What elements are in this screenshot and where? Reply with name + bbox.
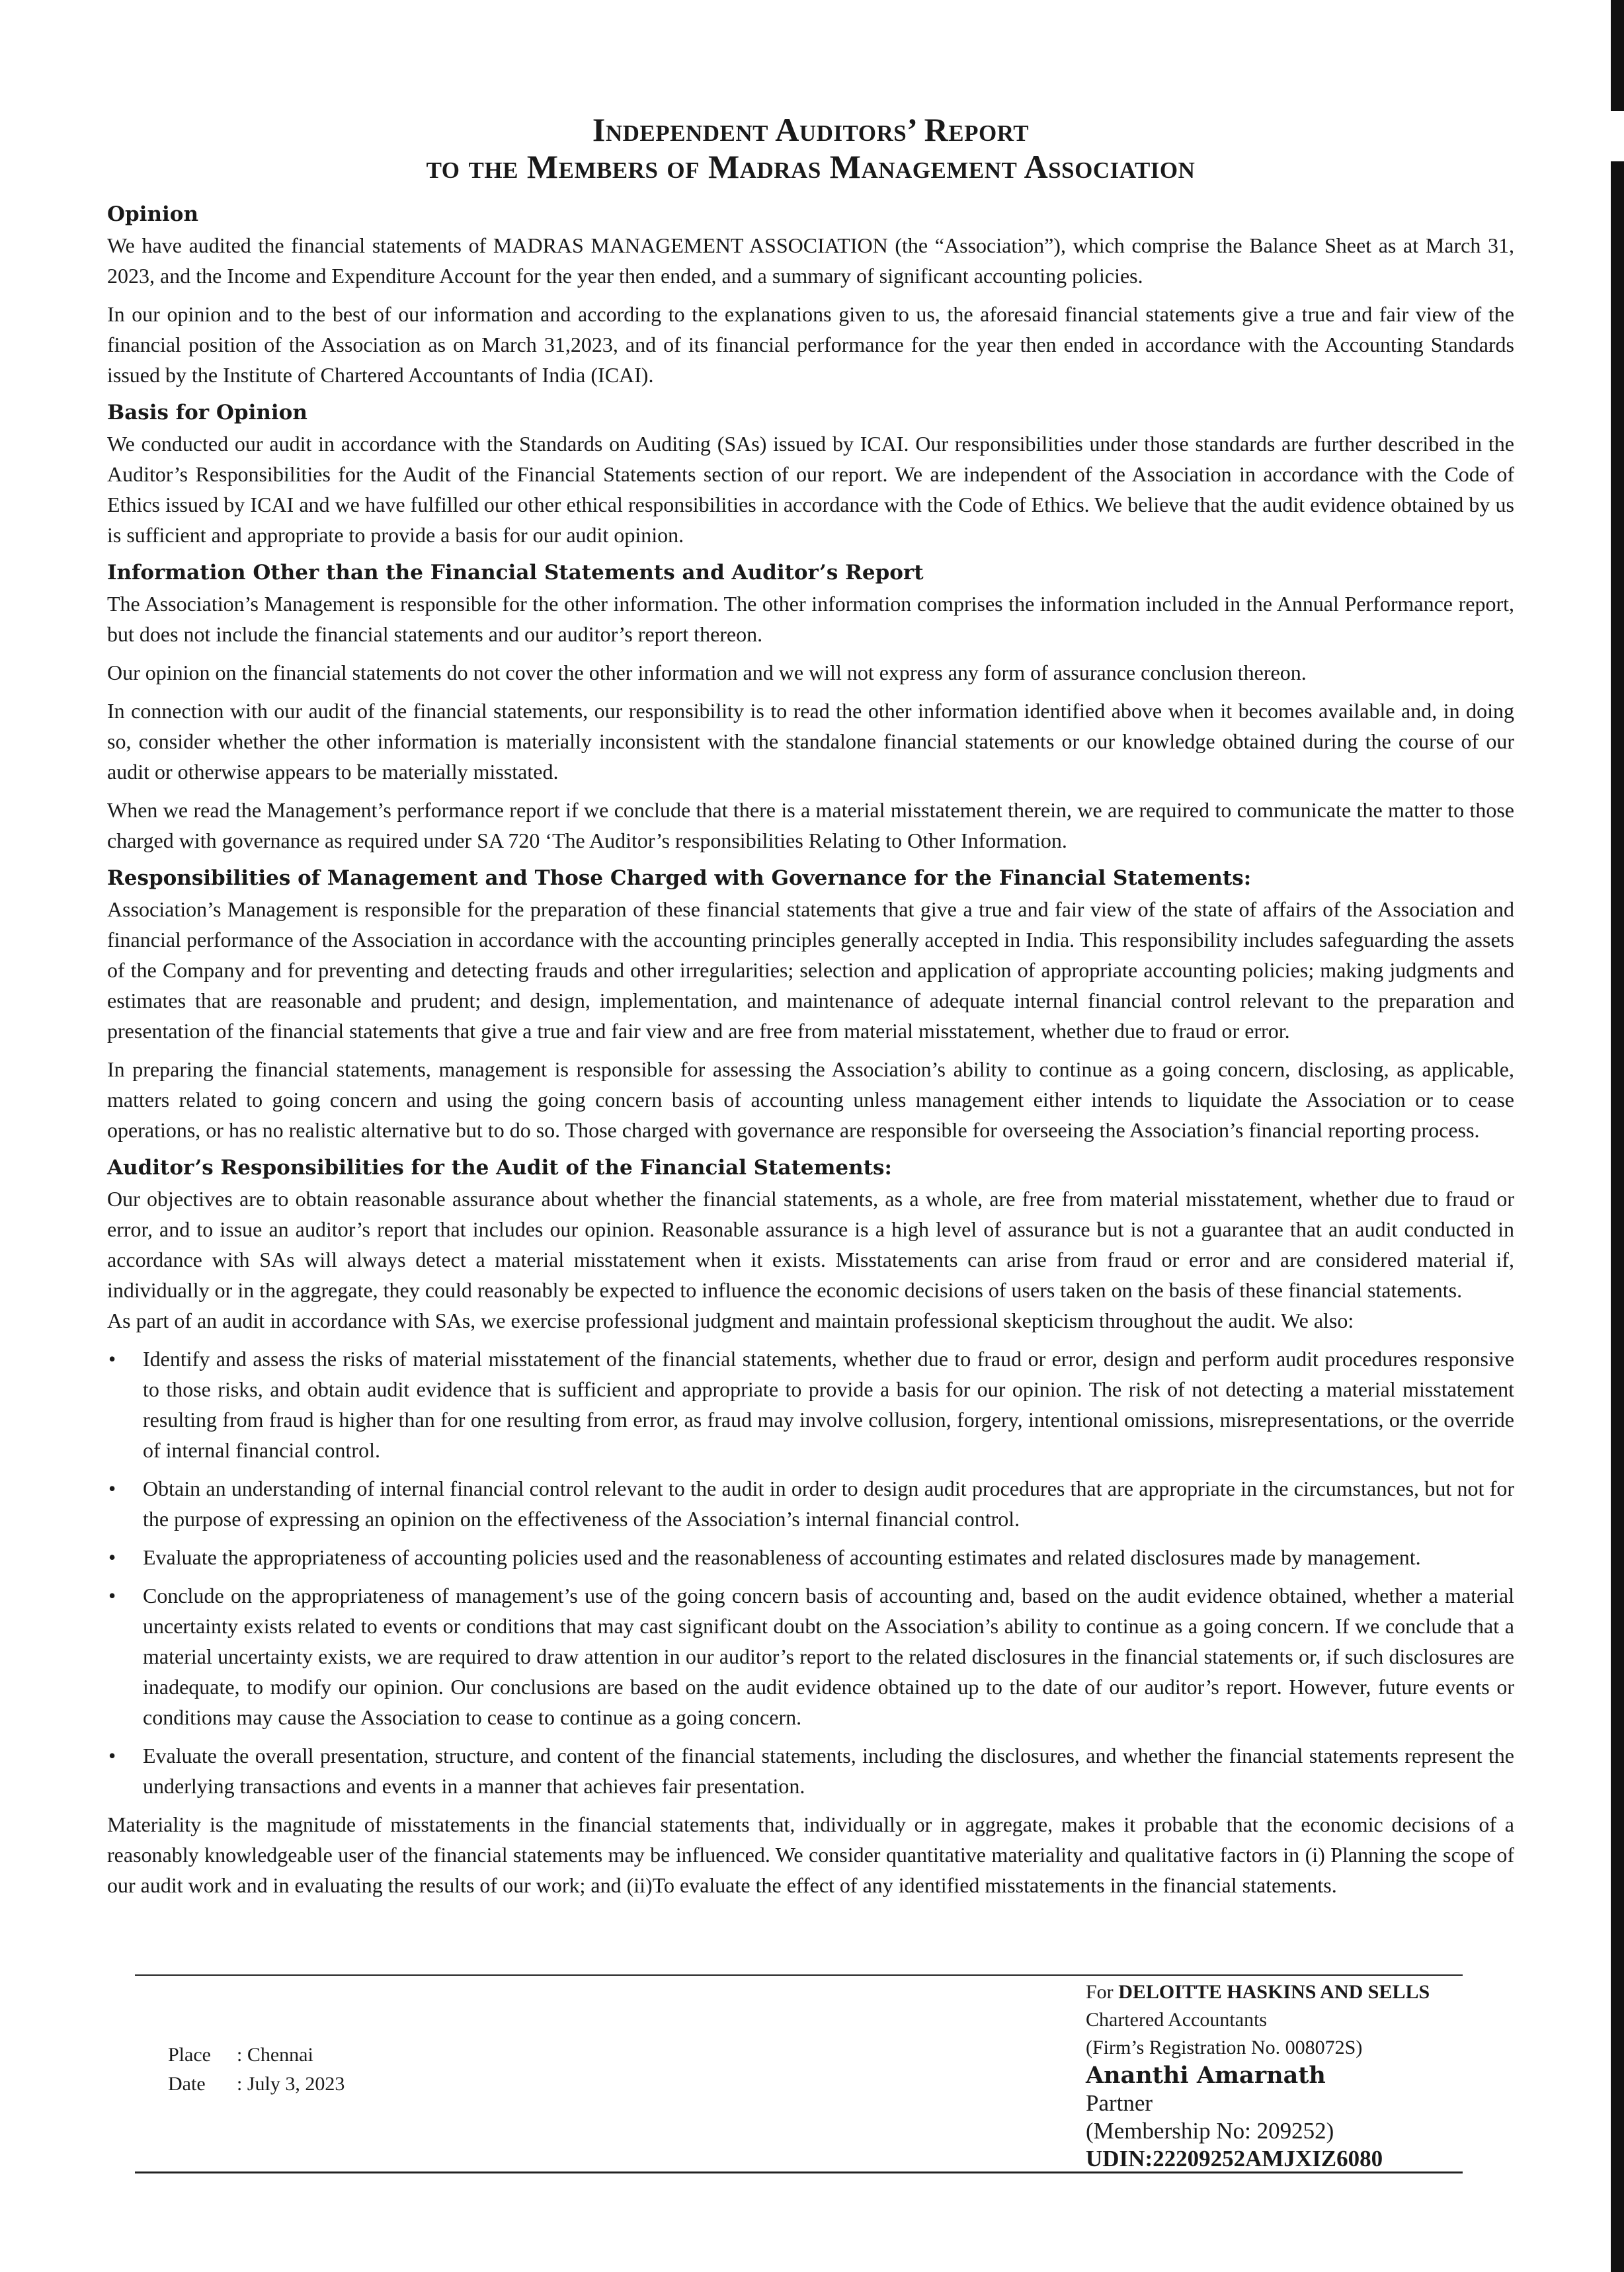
for-prefix: For [1086,1981,1119,2003]
basis-heading: Basis for Opinion [107,401,307,425]
list-item-text: Evaluate the appropriateness of accounting policies used and the reasonableness of accounting estimates and related disclosures made by management. [143,1545,1421,1569]
bullet-icon: • [108,1584,116,1607]
auditor-responsibilities-paragraph-1: Our objectives are to obtain reasonable assurance about whether the financial statements, as a whole, are free from material misstatement, whether due to fraud or error, and to issue an auditor’s report that includes our opinion. Reasonable assurance is a high level of assurance but is not a guarantee that an audit conducted in accordance with SAs will always detect a material misstatement when it exists. Misstatements can arise from fraud or error and are considered material if, individually or in the aggregate, they could reasonably be expected to influence the economic decisions of users taken on the basis of these financial statements. [107,1187,1514,1302]
basis-paragraph: We conducted our audit in accordance with the Standards on Auditing (SAs) issued by ICAI. Our responsibilities under those standards are further described in the Auditor’s Responsibilities for the Audit of the Financial Statements section of our report. We are independent of the Association in accordance with the Code of Ethics issued by ICAI and we have fulfilled our other ethical responsibilities in accordance with the Code of Ethics. We believe that the audit evidence obtained by us is sufficient and appropriate to provide a basis for our audit opinion. [107,432,1514,547]
page-edge-marker-top [1611,0,1624,111]
list-item-text: Obtain an understanding of internal financial control relevant to the audit in order to design audit procedures that are appropriate in the circumstances, but not for the purpose of expressing an opinion on the effectiveness of the Association’s internal financial control. [143,1477,1514,1531]
list-item-text: Identify and assess the risks of material misstatement of the financial statements, whether due to fraud or error, design and perform audit procedures responsive to those risks, and obtain audit evidence that is sufficient and appropriate to provide a basis for our opinion. The risk of not detecting a material misstatement resulting from fraud is higher than for one resulting from error, as fraud may involve collusion, forgery, intentional omissions, misrepresentations, or the override of internal financial control. [143,1347,1514,1462]
other-information-paragraph-1: The Association’s Management is responsible for the other information. The other information comprises the information included in the Annual Performance report, but does not include the financial statements and our auditor’s report thereon. [107,592,1514,646]
signatory-role: Partner [1086,2090,1153,2116]
list-item [107,1473,1514,1534]
other-information-paragraph-2: Our opinion on the financial statements do not cover the other information and we will not express any form of assurance conclusion thereon. [107,661,1307,684]
list-item [107,1580,1514,1732]
opinion-heading: Opinion [107,202,198,226]
list-item [107,1740,1514,1801]
opinion-paragraph-2: In our opinion and to the best of our information and according to the explanations given to us, the aforesaid financial statements give a true and fair view of the financial position of the Association as on March 31,2023, and of its financial performance for the year then ended in accordance with the Accounting Standards issued by the Institute of Chartered Accountants of India (ICAI). [107,302,1514,387]
udin: UDIN:22209252AMJXIZ6080 [1086,2146,1383,2171]
bullet-icon: • [108,1477,116,1500]
auditors-report [107,111,1514,1908]
place-date [168,2041,345,2099]
firm-registration: (Firm’s Registration No. 008072S) [1086,2037,1363,2058]
auditor-responsibilities-heading: Auditor’s Responsibilities for the Audit of the Financial Statements: [107,1156,892,1180]
date-row [168,2070,345,2099]
firm-signature [1086,1978,1430,2173]
other-information-section [107,558,1514,856]
date-label: Date [168,2073,206,2095]
firm-line [1086,1978,1430,2006]
list-item [107,1542,1514,1572]
membership-number: (Membership No: 209252) [1086,2118,1334,2144]
report-title-line-2: to the Members of Madras Management Association [426,148,1196,185]
firm-type: Chartered Accountants [1086,2009,1268,2031]
opinion-section [107,200,1514,390]
signatory-name: Ananthi Amarnath [1086,2062,1326,2089]
place-row [168,2041,345,2070]
basis-section [107,398,1514,550]
list-item-text: Conclude on the appropriateness of management’s use of the going concern basis of accounting and, based on the audit evidence obtained, whether a material uncertainty exists related to events or conditions that may cast significant doubt on the Association’s ability to continue as a going concern. If we conclude that a material uncertainty exists, we are required to draw attention in our auditor’s report to the related disclosures in the financial statements or, if such disclosures are inadequate, to modify our opinion. Our conclusions are based on the audit evidence obtained up to the date of our auditor’s report. However, future events or conditions may cause the Association to cease to continue as a going concern. [143,1584,1514,1729]
report-title [107,111,1514,185]
auditor-responsibilities-paragraph-2: As part of an audit in accordance with SAs, we exercise professional judgment and maintain professional skepticism throughout the audit. We also: [107,1309,1354,1332]
list-item [107,1344,1514,1465]
place-label: Place [168,2044,211,2066]
materiality-paragraph: Materiality is the magnitude of misstatements in the financial statements that, individually or in aggregate, makes it probable that the economic decisions of a reasonably knowledgeable user of the financial statements may be influenced. We consider quantitative materiality and qualitative factors in (i) Planning the scope of our audit work and in evaluating the results of our work; and (ii)To evaluate the effect of any identified misstatements in the financial statements. [107,1812,1514,1897]
page-edge-marker [1611,161,1624,2272]
other-information-paragraph-3: In connection with our audit of the financial statements, our responsibility is to read the other information identified above when it becomes available and, in doing so, consider whether the other information is materially inconsistent with the standalone financial statements or our knowledge obtained during the course of our audit or otherwise appears to be materially misstated. [107,699,1514,784]
bullet-icon: • [108,1347,116,1371]
list-item-text: Evaluate the overall presentation, structure, and content of the financial statements, including the disclosures, and whether the financial statements represent the underlying transactions and events in a manner that achieves fair presentation. [143,1744,1514,1798]
management-responsibilities-paragraph-1: Association’s Management is responsible for the preparation of these financial statements that give a true and fair view of the state of affairs of the Association and financial performance of the Association in accordance with the accounting principles generally accepted in India. This responsibility includes safeguarding the assets of the Company and for preventing and detecting frauds and other irregularities; selection and application of appropriate accounting policies; making judgments and estimates that are reasonable and prudent; and design, implementation, and maintenance of adequate internal financial control relevant to the preparation and presentation of the financial statements that give a true and fair view and are free from material misstatement, whether due to fraud or error. [107,897,1514,1043]
management-responsibilities-paragraph-2: In preparing the financial statements, management is responsible for assessing the Association’s ability to continue as a going concern, disclosing, as applicable, matters related to going concern and using the going concern basis of accounting unless management either intends to liquidate the Association or to cease operations, or has no realistic alternative but to do so. Those charged with governance are responsible for overseeing the Association’s financial reporting process. [107,1057,1514,1142]
signature-block [135,1974,1463,2173]
report-title-line-1: Independent Auditors’ Report [592,111,1030,148]
bullet-icon: • [108,1545,116,1569]
date-value: : July 3, 2023 [237,2073,345,2095]
management-responsibilities-section [107,864,1514,1145]
auditor-responsibilities-section [107,1153,1514,1900]
bullet-icon: • [108,1744,116,1767]
other-information-heading: Information Other than the Financial Statements and Auditor’s Report [107,561,924,585]
other-information-paragraph-4: When we read the Management’s performance report if we conclude that there is a material misstatement therein, we are required to communicate the matter to those charged with governance as required under SA 720 ‘The Auditor’s responsibilities Relating to Other Information. [107,798,1514,852]
management-responsibilities-heading: Responsibilities of Management and Those Charged with Governance for the Financial Statements: [107,866,1252,890]
opinion-paragraph-1: We have audited the financial statements of MADRAS MANAGEMENT ASSOCIATION (the “Association”), which comprise the Balance Sheet as at March 31, 2023, and the Income and Expenditure Account for the year then ended, and a summary of significant accounting policies. [107,233,1514,288]
place-value: : Chennai [237,2044,313,2066]
firm-name: DELOITTE HASKINS AND SELLS [1118,1981,1430,2003]
auditor-procedures-list [107,1344,1514,1801]
